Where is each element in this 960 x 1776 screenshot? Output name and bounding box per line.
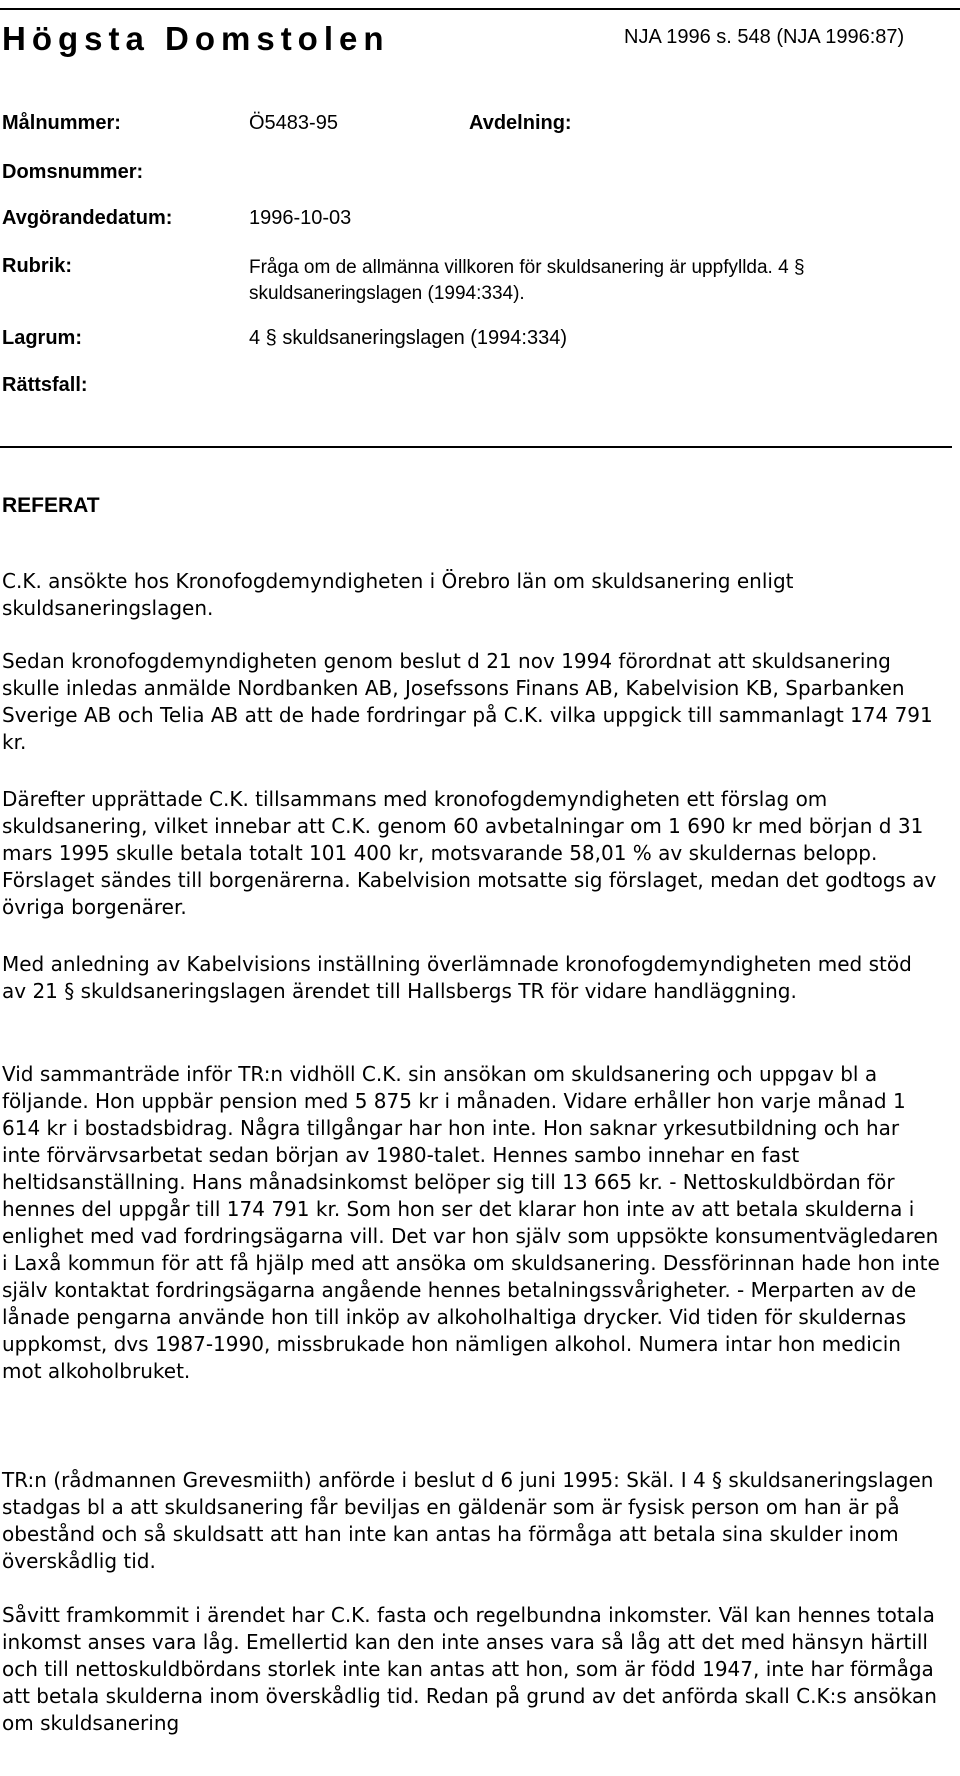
section-divider bbox=[0, 446, 952, 448]
avdelning-label: Avdelning: bbox=[469, 112, 572, 134]
case-reference: NJA 1996 s. 548 (NJA 1996:87) bbox=[624, 26, 905, 48]
court-name: Högsta Domstolen bbox=[2, 20, 390, 57]
lagrum-value: 4 § skuldsaneringslagen (1994:334) bbox=[249, 327, 567, 349]
referat-paragraph: Därefter upprättade C.K. tillsammans med kronofogdemyndigheten ett förslag om skuldsanering, vilket innebar att C.K. genom 60 avbetalningar om 1 690 kr med början d 31 mars 1995 skulle betala totalt 101 400 kr, motsvarande 58,01 % av skuldernas belopp. Förslaget sändes till borgenärerna. Kabelvision motsatte sig förslaget, medan det godtogs av övriga borgenärer. bbox=[2, 787, 937, 919]
document-header bbox=[0, 8, 960, 70]
malnummer-label: Målnummer: bbox=[2, 112, 121, 134]
rattsfall-label: Rättsfall: bbox=[2, 374, 88, 396]
referat-paragraph: Med anledning av Kabelvisions inställning överlämnade kronofogdemyndigheten med stöd av 21 § skuldsaneringslagen ärendet till Hallsbergs TR för vidare handläggning. bbox=[2, 952, 912, 1003]
referat-heading: REFERAT bbox=[2, 494, 100, 517]
avgorandedatum-label: Avgörandedatum: bbox=[2, 207, 173, 229]
referat-paragraph: Såvitt framkommit i ärendet har C.K. fasta och regelbundna inkomster. Väl kan hennes totala inkomst anses vara låg. Emellertid kan den inte anses vara så låg att det med hänsyn härtill och till nettoskuldbördans storlek inte kan antas att hon, som är född 1947, inte har förmåga att betala skulderna inom överskådlig tid. Redan på grund av det anförda skall C.K:s ansökan om skuldsanering bbox=[2, 1603, 937, 1735]
rubrik-label: Rubrik: bbox=[2, 255, 72, 277]
lagrum-label: Lagrum: bbox=[2, 327, 82, 349]
avgorandedatum-value: 1996-10-03 bbox=[249, 207, 352, 229]
rubrik-value: Fråga om de allmänna villkoren för skuldsanering är uppfyllda. 4 § skuldsaneringslagen (1994:334). bbox=[249, 257, 805, 304]
referat-paragraph: TR:n (rådmannen Grevesmiith) anförde i beslut d 6 juni 1995: Skäl. I 4 § skuldsaneringslagen stadgas bl a att skuldsanering får beviljas en gäldenär som är fysisk person om han är på obestånd och så skuldsatt att han inte kan antas ha förmåga att betala sina skulder inom överskådlig tid. bbox=[2, 1468, 934, 1573]
referat-paragraph: Sedan kronofogdemyndigheten genom beslut d 21 nov 1994 förordnat att skuldsanering skulle inledas anmälde Nordbanken AB, Josefssons Finans AB, Kabelvision KB, Sparbanken Sverige AB och Telia AB att de hade fordringar på C.K. vilka uppgick till sammanlagt 174 791 kr. bbox=[2, 649, 933, 754]
referat-paragraph: Vid sammanträde inför TR:n vidhöll C.K. sin ansökan om skuldsanering och uppgav bl a följande. Hon uppbär pension med 5 875 kr i månaden. Vidare erhåller hon varje månad 1 614 kr i bostadsbidrag. Några tillgångar har hon inte. Hon saknar yrkesutbildning och har inte förvärvsarbetat sedan början av 1980-talet. Hennes sambo innehar en fast heltidsanställning. Hans månadsinkomst belöper sig till 13 665 kr. - Nettoskuldbördan för hennes del uppgår till 174 791 kr. Som hon ser det klarar hon inte av att betala skulderna i enlighet med vad fordringsägarna vill. Det var hon själv som uppsökte konsumentvägledaren i Laxå kommun för att få hjälp med att ansöka om skuldsanering. Dessförinnan hade hon inte själv kontaktat fordringsägarna angående hennes betalningssvårigheter. - Merparten av de lånade pengarna använde hon till inköp av alkoholhaltiga drycker. Vid tiden för skuldernas uppkomst, dvs 1987-1990, missbrukade hon nämligen alkohol. Numera intar hon medicin mot alkoholbruket. bbox=[2, 1062, 940, 1383]
malnummer-value: Ö5483-95 bbox=[249, 112, 338, 134]
domsnummer-label: Domsnummer: bbox=[2, 161, 144, 183]
referat-paragraph: C.K. ansökte hos Kronofogdemyndigheten i Örebro län om skuldsanering enligt skuldsaneringslagen. bbox=[2, 569, 794, 620]
